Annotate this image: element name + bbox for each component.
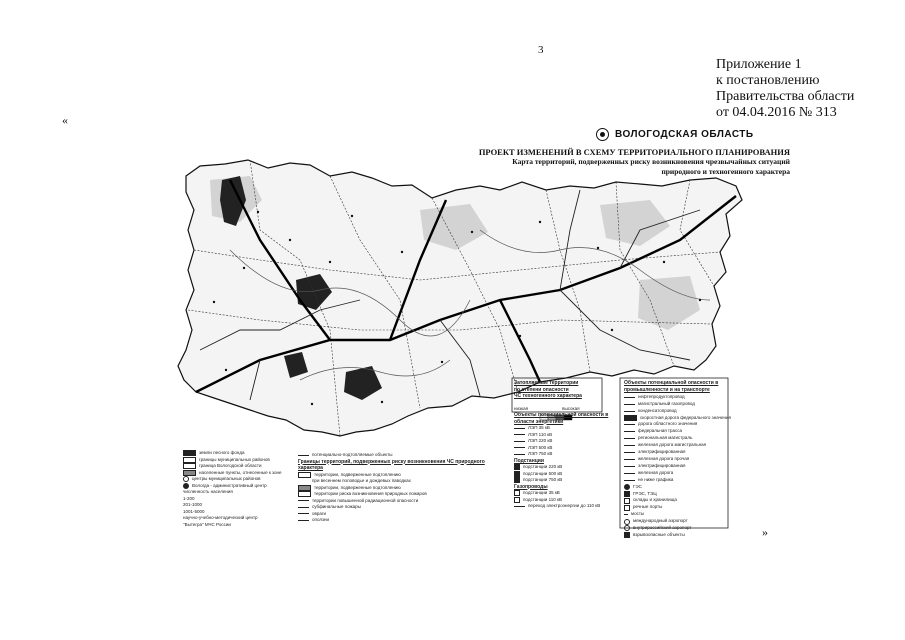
legend-item: взрывоопасные объекты <box>624 532 726 539</box>
flood-scale-labels: низкая высокая <box>514 405 580 411</box>
legend-item: территории, подверженные подтоплению <box>298 472 488 479</box>
legend-item: электрифицированная <box>624 449 726 456</box>
legend-item: нефтепродуктопровод <box>624 394 726 401</box>
substation-icon <box>514 490 520 496</box>
swatch-icon <box>298 479 309 483</box>
bridge-icon <box>624 514 628 515</box>
legend-heading: Подстанции <box>514 457 544 464</box>
legend-item: подстанции 750 кВ <box>514 477 614 484</box>
swatch-icon <box>298 520 309 521</box>
legend-item: международный аэропорт <box>624 518 726 525</box>
legend-item: Вологда - административный центр <box>183 483 293 490</box>
swatch-icon <box>624 438 635 439</box>
legend-item: не ниже графика <box>624 477 726 484</box>
legend-item: подстанции 35 кВ <box>514 490 614 497</box>
swatch-icon <box>514 434 525 435</box>
legend-item: склады и хранилища <box>624 497 726 504</box>
swatch-icon <box>624 466 635 467</box>
legend-item: граница Вологодской области <box>183 463 293 470</box>
legend-item: земли лесного фонда <box>183 450 293 457</box>
project-title: ПРОЕКТ ИЗМЕНЕНИЙ В СХЕМУ ТЕРРИТОРИАЛЬНОГО ПЛАНИРОВАНИЯ <box>478 147 790 157</box>
legend-item: конденсатопровод <box>624 408 726 415</box>
legend-item: 1-200 <box>183 495 195 501</box>
appendix-line: Правительства области <box>716 89 855 104</box>
airport-icon <box>624 519 630 525</box>
swatch-icon <box>624 411 635 412</box>
region-title <box>596 128 754 141</box>
legend-item: федеральная трасса <box>624 428 726 435</box>
swatch-icon <box>514 447 525 448</box>
swatch-icon <box>624 452 635 453</box>
legend-item: численность населения <box>183 489 233 494</box>
circle-icon <box>183 476 189 482</box>
legend-item: переход электроэнергии до 110 кВ <box>514 503 614 510</box>
substation-icon <box>514 464 520 470</box>
legend-heading: Затопляемые территории <box>514 380 579 386</box>
storage-icon <box>624 498 630 504</box>
legend-heading: по степени опасности <box>514 386 569 393</box>
legend-item: ЛЭП 500 кВ <box>514 445 614 452</box>
substation-icon <box>514 471 520 477</box>
legend-col-1 <box>183 450 293 528</box>
legend-item: ГЭС <box>624 484 726 491</box>
legend-item: потенциально-подтопляемые объекты <box>298 452 488 459</box>
legend-item: ЛЭП 35 кВ <box>514 425 614 432</box>
legend-col-2 <box>298 452 488 524</box>
legend-item: населенные пункты, отнесенные к зоне <box>183 470 293 477</box>
swatch-icon <box>624 424 635 425</box>
legend-item: овраги <box>298 511 488 518</box>
legend-item: центры муниципальных районов <box>183 476 293 483</box>
swatch-icon <box>624 473 635 474</box>
swatch-icon <box>183 457 196 463</box>
emblem-icon <box>596 128 609 141</box>
legend-item: скоростная дорога федерального значения <box>624 415 726 422</box>
region-name: ВОЛОГОДСКАЯ ОБЛАСТЬ <box>615 129 754 141</box>
swatch-icon <box>514 506 525 507</box>
swatch-icon <box>624 431 635 432</box>
circle-icon <box>183 483 189 489</box>
legend-item: внутрироссийский аэропорт <box>624 525 726 532</box>
map-title-line2: природного и техногенного характера <box>661 167 790 176</box>
legend-item: территории повышенной радиационной опасности <box>298 498 488 505</box>
legend-item: региональная магистраль <box>624 435 726 442</box>
swatch-icon <box>298 500 309 501</box>
legend-item: речные порты <box>624 504 726 511</box>
airport-icon <box>624 525 630 531</box>
swatch-icon <box>298 485 311 491</box>
legend-item: оползни <box>298 517 488 524</box>
legend-item: 201-1000 <box>183 502 203 507</box>
open-quote: « <box>62 113 68 127</box>
swatch-icon <box>624 415 637 421</box>
legend-item: железная дорога магистральная <box>624 442 726 449</box>
swatch-icon <box>298 491 311 497</box>
legend-item: территории, подверженные подтоплению <box>298 485 488 492</box>
legend-item: границы муниципальных районов <box>183 457 293 464</box>
port-icon <box>624 505 630 511</box>
legend-heading: Газопроводы <box>514 483 548 490</box>
swatch-icon <box>624 459 635 460</box>
legend-item: 1001-5000 <box>183 508 205 514</box>
explosive-object-icon <box>624 532 630 538</box>
swatch-icon <box>298 513 309 514</box>
legend-item: "Вытегра" МЧС России <box>183 521 231 527</box>
swatch-icon <box>514 428 525 429</box>
substation-icon <box>514 477 520 483</box>
map-title-block <box>420 147 790 177</box>
legend-item: ЛЭП 220 кВ <box>514 438 614 445</box>
swatch-icon <box>624 445 635 446</box>
map-title-line1: Карта территорий, подверженных риску возникновения чрезвычайных ситуаций <box>512 157 790 166</box>
swatch-icon <box>298 455 309 456</box>
legend-item: электрифицированная <box>624 463 726 470</box>
legend-item: ЛЭП 110 кВ <box>514 432 614 439</box>
legend-item: субфинальные пожары <box>298 504 488 511</box>
legend-item: ЛЭП 750 кВ <box>514 451 614 458</box>
legend-item: ГРЭС, ТЭЦ <box>624 491 726 498</box>
legend-item: территории риска возникновения природных пожаров <box>298 491 488 498</box>
swatch-icon <box>624 397 635 398</box>
legend-item: подстанции 220 кВ <box>514 464 614 471</box>
substation-icon <box>514 497 520 503</box>
legend-item: при весеннем половодье и дождевых паводках <box>298 478 488 485</box>
legend-item: дорога областного значения <box>624 421 726 428</box>
legend-item: подстанции 110 кВ <box>514 497 614 504</box>
legend-item: научно-учебно-методический центр <box>183 515 258 520</box>
swatch-icon <box>298 507 309 508</box>
legend-col-4 <box>624 380 731 539</box>
page-number: 3 <box>538 44 544 56</box>
legend-heading: ЧС техногенного характера <box>514 393 582 399</box>
legend-item: подстанции 500 кВ <box>514 471 614 478</box>
swatch-icon <box>514 441 525 442</box>
swatch-icon <box>514 454 525 455</box>
swatch-icon <box>298 472 311 478</box>
swatch-icon <box>183 450 196 456</box>
legend-heading: Объекты потенциальной опасности в промышленности и на транспорте <box>624 380 719 393</box>
legend-item: железная дорога прочая <box>624 456 726 463</box>
swatch-icon <box>183 463 196 469</box>
legend-heading: Границы территорий, подверженных риску возникновения ЧС природного характера <box>298 458 485 471</box>
legend-heading: Объекты потенциальной опасности в области энергетики <box>514 412 609 425</box>
legend-col-3 <box>514 380 614 510</box>
swatch-icon <box>624 404 635 405</box>
appendix-line: к постановлению <box>716 73 820 88</box>
legend-item: мосты <box>624 511 726 518</box>
hydro-plant-icon <box>624 484 630 490</box>
appendix-line: от 04.04.2016 № 313 <box>716 105 837 120</box>
legend-item: железная дорога <box>624 470 726 477</box>
legend-item: магистральный газопровод <box>624 401 726 408</box>
power-plant-icon <box>624 491 630 497</box>
close-quote: » <box>762 525 768 539</box>
swatch-icon <box>183 470 196 476</box>
appendix-line: Приложение 1 <box>716 57 802 72</box>
swatch-icon <box>624 480 635 481</box>
